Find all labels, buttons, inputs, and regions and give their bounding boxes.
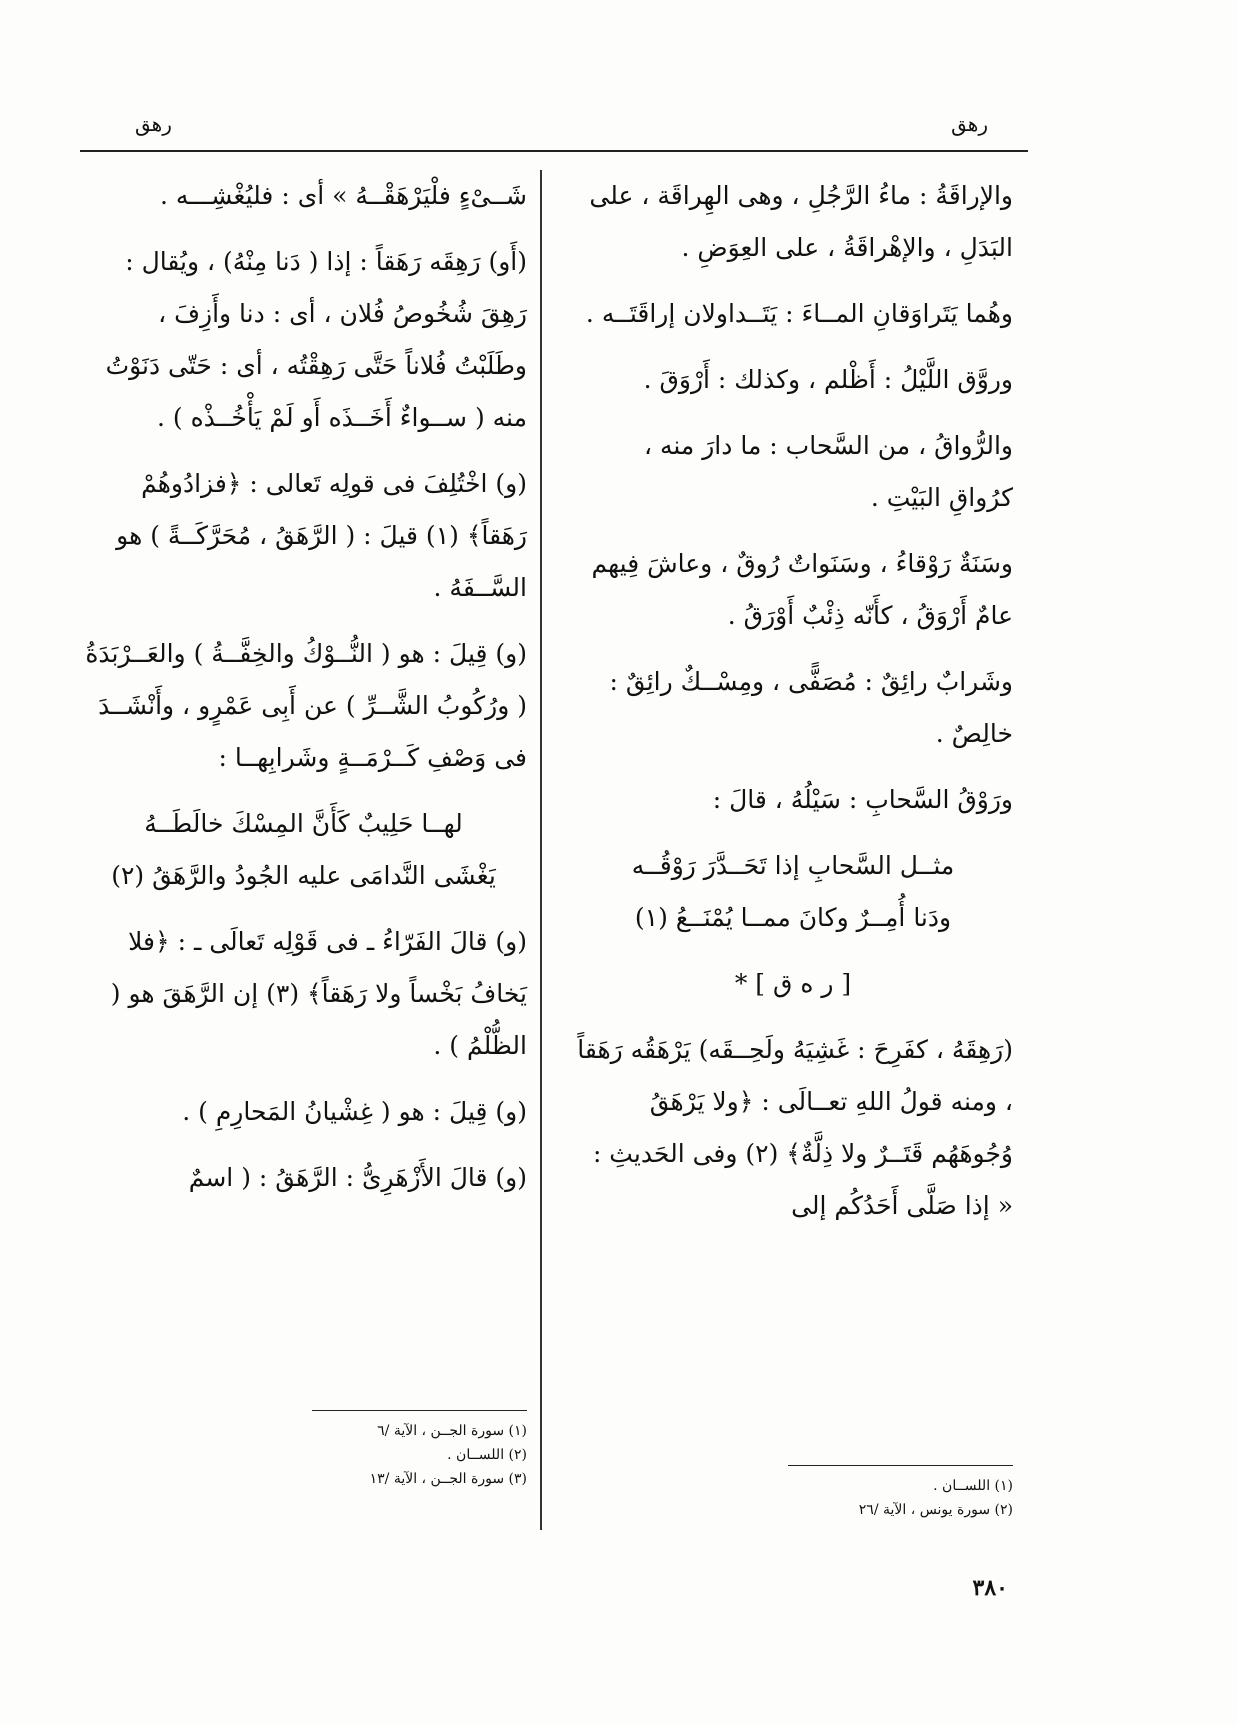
footnote: (٢) اللســان . xyxy=(447,1447,527,1463)
footnote-rule xyxy=(788,1465,1013,1466)
verse-line: مثــل السَّحابِ إذا تَحَــدَّرَ رَوْقُــه xyxy=(631,851,955,880)
footnote: (١) سورة الجــن ، الآية /٦ xyxy=(377,1423,527,1439)
paragraph: ورَوْقُ السَّحابِ : سَيْلُهُ ، قالَ : xyxy=(712,785,1013,814)
footnote: (٢) سورة يونس ، الآية /٢٦ xyxy=(858,1502,1013,1518)
paragraph: وروَّق اللَّيْلُ : أَظْلم ، وكذلك : أَرْوَقَ . xyxy=(643,365,1013,394)
paragraph: (و) قالَ الفَرّاءُ ـ فى قَوْلِه تَعالَى ـ : ﴿فلا يَخافُ بَخْساً ولا رَهَقاً﴾ (٣) إن الرَّهَقَ هو ( الظُّلْمُ ) . xyxy=(110,927,527,1060)
footnote: (٣) سورة الجــن ، الآية /١٣ xyxy=(369,1471,527,1487)
column-divider xyxy=(540,170,542,1530)
footnotes-right xyxy=(573,1465,1013,1522)
verse-line: لهــا حَلِيبٌ كَأَنَّ المِسْكَ خالَطَــهُ xyxy=(144,809,463,838)
footnote: (١) اللســان . xyxy=(933,1478,1013,1494)
left-column xyxy=(80,170,527,1218)
paragraph: والرُّواقُ ، من السَّحاب : ما دارَ منه ، كرُواقِ البَيْتِ . xyxy=(643,431,1013,512)
header-rule xyxy=(80,150,1028,152)
paragraph: (و) اخْتُلِفَ فى قولِه تَعالى : ﴿فزادُوهُمْ رَهَقاً﴾ (١) قيلَ : ( الرَّهَقُ ، مُحَرَّكَــةً ) هو السَّــفَهُ . xyxy=(116,469,527,602)
footnote-rule xyxy=(312,1410,527,1411)
paragraph: (و) قِيلَ : هو ( النُّــوْكُ والخِفَّــةُ ) والعَــرْبَدَةُ ( ورُكُوبُ الشَّــرِّ ) عن أَبِى عَمْرٍو ، وأَنْشَــدَ فى وَصْفِ كَــرْمَــةٍ وشَرابِهــا : xyxy=(85,639,527,772)
paragraph: شَــىْءٍ فلْيَرْهَقْــهُ » أى : فليُغْشِـــه . xyxy=(159,181,527,210)
paragraph: (أَو) رَهِقَه رَهَقاً : إذا ( دَنا مِنْهُ) ، ويُقال : رَهِقَ شُخُوصُ فُلان ، أى : دنا وأَزِفَ ، وطَلَبْتُ فُلاناً حَتَّى رَهِقْتُه ، أى : حَتّى دَنَوْتُ منه ( ســواءٌ أَخَــذَه أَو لَمْ يَأْخُــذْه ) . xyxy=(105,247,527,432)
header-word-left: رهق xyxy=(135,112,172,136)
paragraph: (و) قِيلَ : هو ( غِشْيانُ المَحارِمِ ) . xyxy=(182,1097,527,1126)
paragraph: وسَنَةٌ رَوْقاءُ ، وسَنَواتٌ رُوقٌ ، وعاشَ فِيهم عامٌ أَرْوَقُ ، كأَنّه ذِئْبٌ أَوْرَقُ . xyxy=(591,549,1013,630)
paragraph: والإراقَةُ : ماءُ الرَّجُلِ ، وهى الهِراقَة ، على البَدَلِ ، والإهْراقَةُ ، على العِوَضِ . xyxy=(589,181,1013,262)
paragraph: (و) قالَ الأَزْهَرِىُّ : الرَّهَقُ : ( اسمٌ xyxy=(188,1163,527,1192)
verse-line: ودَنا أُمِــرٌ وكانَ ممــا يُمْنَــعُ (١) xyxy=(634,903,952,932)
footnotes-left xyxy=(80,1410,527,1491)
paragraph: (رَهِقَهُ ، كفَرِحَ : غَشِيَهُ ولَحِــقَه) يَرْهَقُه رَهَقاً ، ومنه قولُ اللهِ تعــالَى : ﴿ولا يَرْهَقُ وُجُوهَهُم قَتَــرٌ ولا ذِلَّةٌ﴾ (٢) وفى الحَديثِ : « إذا صَلَّى أَحَدُكُم إلى xyxy=(577,1035,1013,1220)
header-word-right: رهق xyxy=(951,112,988,136)
paragraph: وشَرابٌ رائِقٌ : مُصَفًّى ، ومِسْــكٌ رائِقٌ : خالِصٌ . xyxy=(609,667,1013,748)
page-number: ٣٨٠ xyxy=(972,1575,1008,1601)
entry-heading: [ ر ه ق ] * xyxy=(734,969,852,998)
verse-line: يَغْشَى النَّدامَى عليه الجُودُ والرَّهَقُ (٢) xyxy=(111,861,496,890)
paragraph: وهُما يَتَراوَقانِ المــاءَ : يَتَــداولان إراقَتَــه . xyxy=(585,299,1013,328)
right-column xyxy=(573,170,1013,1246)
